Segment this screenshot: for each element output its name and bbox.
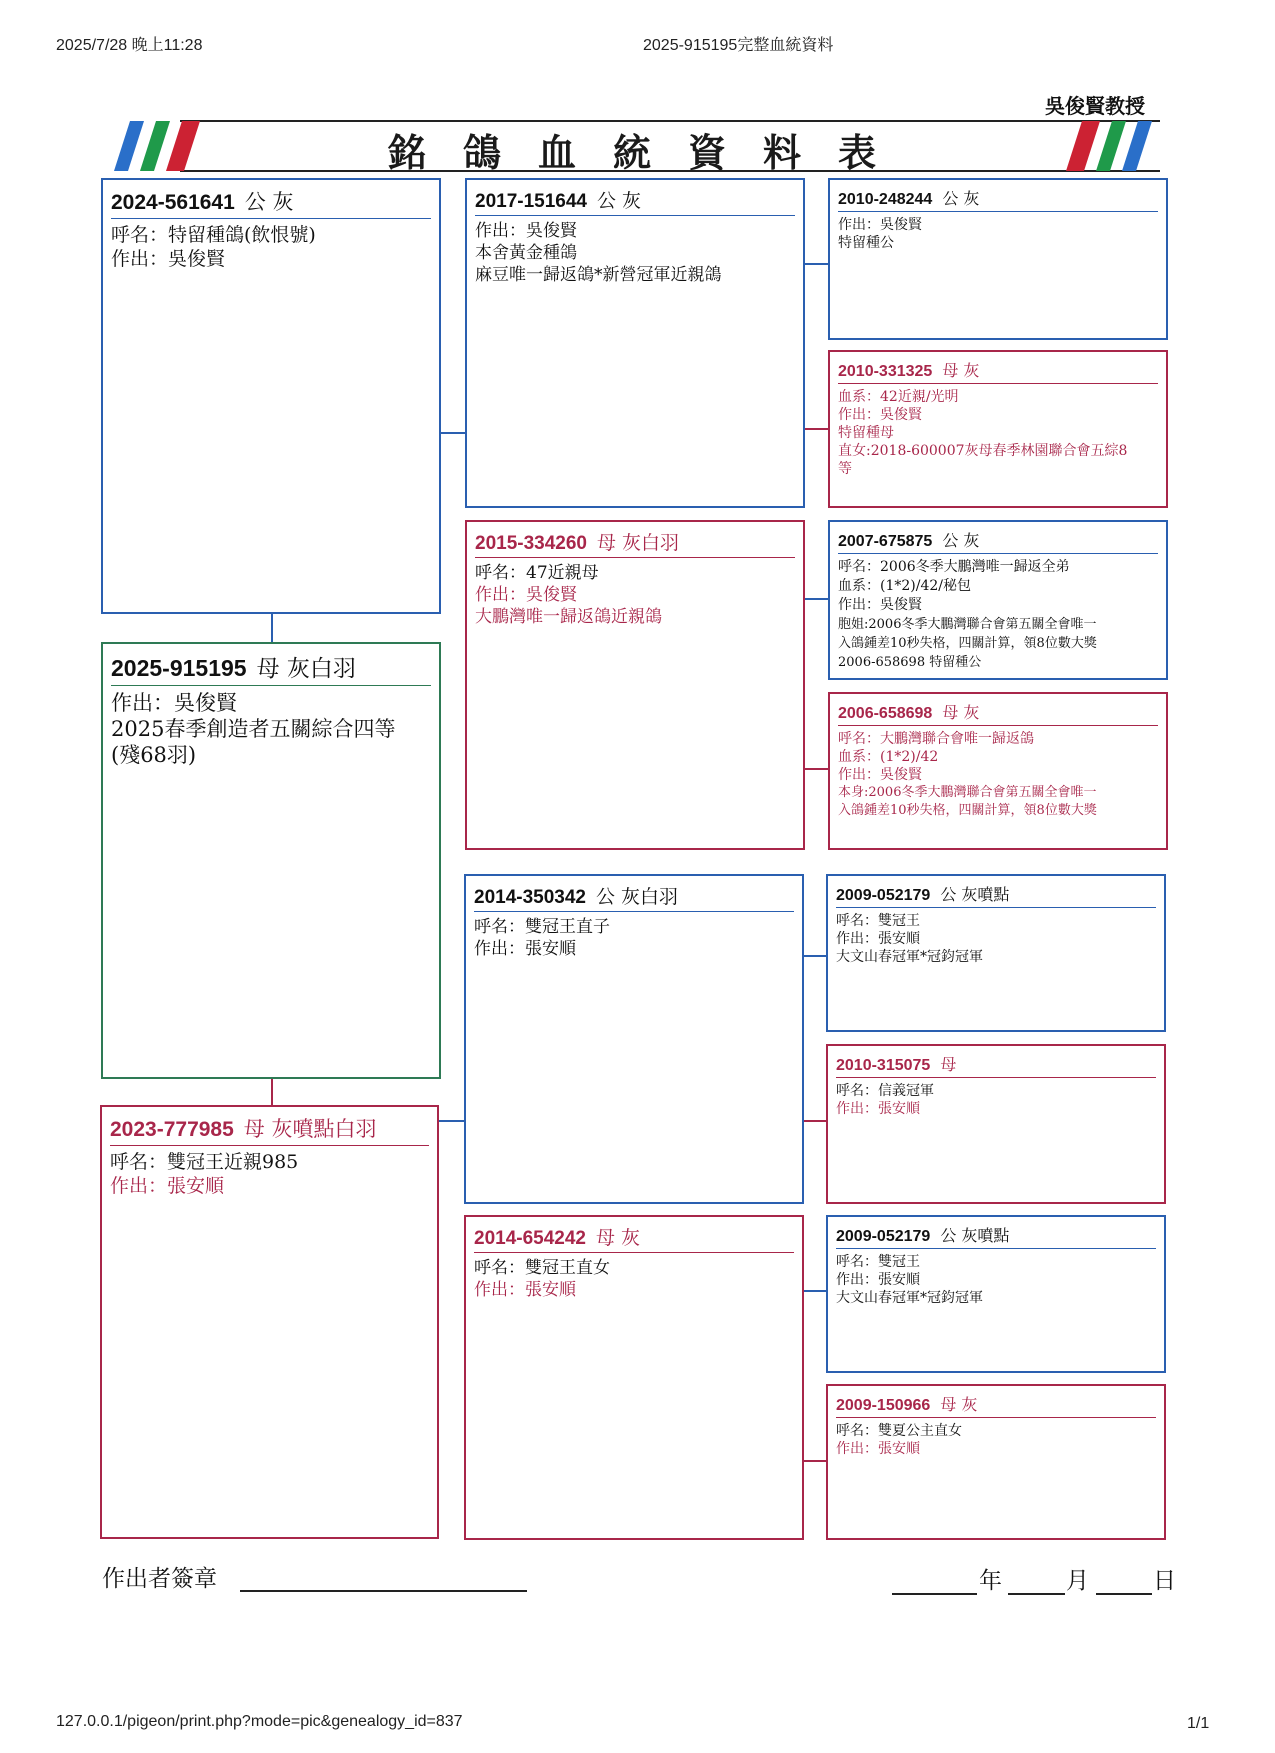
left-stripe-red <box>166 121 200 171</box>
sd-line-2: 作出：吳俊賢 <box>475 585 577 605</box>
dss-tag: 公 灰噴點 <box>940 885 1010 904</box>
sss-card[interactable] <box>828 178 1168 340</box>
left-stripe-blue <box>114 121 144 171</box>
sire-tag: 公 灰 <box>244 190 294 214</box>
sire-ring: 2024-561641 <box>111 191 235 214</box>
sds-line-5: 入鴿鍾差10秒失格，四關計算，領8位數大獎 <box>838 636 1097 651</box>
dsd-line-2: 作出：張安順 <box>836 1101 920 1117</box>
ssd-line-1: 血系：42近親/光明 <box>838 389 959 405</box>
sire-card[interactable] <box>101 178 441 614</box>
dsd-tag: 母 <box>940 1055 957 1074</box>
subject-tag: 母 灰白羽 <box>256 656 356 682</box>
dds-ring: 2009-052179 <box>836 1228 931 1245</box>
sdd-line-2: 血系：(1*2)/42 <box>838 749 939 765</box>
sss-line-2: 特留種公 <box>838 235 894 251</box>
dd-line-1: 呼名：雙冠王直女 <box>474 1258 610 1278</box>
sd-tag: 母 灰白羽 <box>597 532 680 554</box>
title-char-7: 表 <box>838 130 877 175</box>
right-stripe-red <box>1066 121 1100 171</box>
dam-header <box>110 1113 429 1146</box>
ds-ring: 2014-350342 <box>474 887 586 908</box>
sds-tag: 公 灰 <box>942 531 980 550</box>
right-stripe-blue <box>1122 121 1152 171</box>
day-line[interactable] <box>1096 1593 1152 1595</box>
sdd-line-5: 入鴿鍾差10秒失格，四關計算，領8位數大獎 <box>838 803 1097 818</box>
sds-line-4: 胞姐:2006冬季大鵬灣聯合會第五關全會唯一 <box>838 617 1097 632</box>
sd-card[interactable] <box>465 520 805 850</box>
sire-line-1: 呼名：特留種鴿(飲恨號) <box>111 224 316 246</box>
sds-card[interactable] <box>828 520 1168 680</box>
signature-label: 作出者簽章 <box>102 1566 217 1592</box>
connector-sire-subject <box>271 613 273 643</box>
sd-ring: 2015-334260 <box>475 533 587 554</box>
dss-line-2: 作出：張安順 <box>836 931 920 947</box>
dd-header <box>474 1223 794 1253</box>
title-char-6: 料 <box>763 130 802 175</box>
right-stripe-green <box>1096 121 1126 171</box>
dd-card[interactable] <box>464 1215 804 1540</box>
month-line[interactable] <box>1008 1593 1065 1595</box>
dam-line-2: 作出：張安順 <box>110 1175 225 1197</box>
sss-tag: 公 灰 <box>942 189 980 208</box>
sd-header <box>475 528 795 558</box>
day-label: 日 <box>1153 1568 1176 1594</box>
ds-line-1: 呼名：雙冠王直子 <box>474 917 610 937</box>
print-datetime: 2025/7/28 晚上11:28 <box>56 37 203 54</box>
connector-sd <box>804 598 828 600</box>
ss-line-3: 麻豆唯一歸返鴿*新營冠軍近親鴿 <box>475 265 722 285</box>
sds-ring: 2007-675875 <box>838 533 933 550</box>
title-char-4: 統 <box>613 130 652 175</box>
dd-tag: 母 灰 <box>596 1227 641 1249</box>
sdd-line-4: 本身:2006冬季大鵬灣聯合會第五關全會唯一 <box>838 785 1097 800</box>
dss-header <box>836 882 1156 908</box>
sds-line-2: 血系：(1*2)/42/秘包 <box>838 578 971 594</box>
ss-line-1: 作出：吳俊賢 <box>475 221 577 241</box>
dss-line-1: 呼名：雙冠王 <box>836 913 920 929</box>
subject-card[interactable] <box>101 642 441 1079</box>
dds-line-1: 呼名：雙冠王 <box>836 1254 920 1270</box>
sdd-card[interactable] <box>828 692 1168 850</box>
dd-line-2: 作出：張安順 <box>474 1280 576 1300</box>
dds-line-2: 作出：張安順 <box>836 1272 920 1288</box>
month-label: 月 <box>1066 1568 1089 1594</box>
ddd-ring: 2009-150966 <box>836 1397 931 1414</box>
print-page-title: 2025-915195完整血統資料 <box>643 37 834 54</box>
dsd-ring: 2010-315075 <box>836 1057 931 1074</box>
connector-ds-dam <box>802 1120 826 1122</box>
subject-line-1: 作出：吳俊賢 <box>111 691 237 715</box>
ssd-line-2: 作出：吳俊賢 <box>838 407 922 423</box>
dss-ring: 2009-052179 <box>836 887 931 904</box>
ssd-ring: 2010-331325 <box>838 363 933 380</box>
ss-tag: 公 灰 <box>597 190 642 212</box>
owner-label: 吳俊賢教授 <box>1045 94 1145 118</box>
subject-ring: 2025-915195 <box>111 655 247 681</box>
dss-line-3: 大文山春冠軍*冠鈞冠軍 <box>836 949 983 965</box>
dds-line-3: 大文山春冠軍*冠鈞冠軍 <box>836 1290 983 1306</box>
ssd-card[interactable] <box>828 350 1168 508</box>
connector-sd-dam <box>804 768 828 770</box>
dds-header <box>836 1223 1156 1249</box>
sdd-header <box>838 700 1158 726</box>
subject-header <box>111 650 431 686</box>
ddd-tag: 母 灰 <box>940 1395 978 1414</box>
dss-card[interactable] <box>826 874 1166 1032</box>
sss-header <box>838 186 1158 212</box>
sds-line-3: 作出：吳俊賢 <box>838 597 922 613</box>
title-char-1: 銘 <box>388 130 427 175</box>
sss-line-1: 作出：吳俊賢 <box>838 217 922 233</box>
connector-dd-dam <box>802 1460 826 1462</box>
connector-sire-parents <box>440 432 465 434</box>
sire-header <box>111 186 431 219</box>
print-page-number: 1/1 <box>1187 1715 1210 1732</box>
dd-ring: 2014-654242 <box>474 1228 586 1249</box>
connector-dam-subject <box>271 1078 273 1106</box>
dam-ring: 2023-777985 <box>110 1118 234 1141</box>
ss-header <box>475 186 795 216</box>
sdd-tag: 母 灰 <box>942 703 980 722</box>
title-char-3: 血 <box>538 130 577 175</box>
ddd-card[interactable] <box>826 1384 1166 1540</box>
sds-line-6: 2006-658698 特留種公 <box>838 655 982 670</box>
sds-header <box>838 528 1158 554</box>
sdd-ring: 2006-658698 <box>838 705 933 722</box>
connector-ss <box>804 263 828 265</box>
ds-header <box>474 882 794 912</box>
connector-ds <box>802 955 826 957</box>
sire-line-2: 作出：吳俊賢 <box>111 248 226 270</box>
year-line[interactable] <box>892 1593 977 1595</box>
title-char-5: 資 <box>688 130 727 175</box>
title-char-2: 鴿 <box>463 130 502 175</box>
ds-tag: 公 灰白羽 <box>596 886 679 908</box>
left-stripe-green <box>140 121 170 171</box>
signature-line[interactable] <box>240 1590 527 1592</box>
sss-ring: 2010-248244 <box>838 191 933 208</box>
ssd-tag: 母 灰 <box>942 361 980 380</box>
sdd-line-1: 呼名：大鵬灣聯合會唯一歸返鴿 <box>838 731 1034 747</box>
ds-card[interactable] <box>464 874 804 1204</box>
ssd-line-4: 直女:2018-600007灰母春季林園聯合會五綜8 <box>838 443 1128 459</box>
dam-line-1: 呼名：雙冠王近親985 <box>110 1151 299 1173</box>
dsd-line-1: 呼名：信義冠軍 <box>836 1083 934 1099</box>
dds-tag: 公 灰噴點 <box>940 1226 1010 1245</box>
ssd-line-3: 特留種母 <box>838 425 894 441</box>
dds-card[interactable] <box>826 1215 1166 1373</box>
ss-line-2: 本舍黃金種鴿 <box>475 243 577 263</box>
print-url: 127.0.0.1/pigeon/print.php?mode=pic&genealogy_id=837 <box>56 1713 463 1730</box>
ds-line-2: 作出：張安順 <box>474 939 576 959</box>
subject-line-3: (殘68羽) <box>111 743 197 767</box>
ssd-header <box>838 358 1158 384</box>
ss-card[interactable] <box>465 178 805 508</box>
ddd-line-2: 作出：張安順 <box>836 1441 920 1457</box>
ddd-line-1: 呼名：雙夏公主直女 <box>836 1423 962 1439</box>
sdd-line-3: 作出：吳俊賢 <box>838 767 922 783</box>
connector-dam-parents <box>438 1120 464 1122</box>
dsd-header <box>836 1052 1156 1078</box>
dam-tag: 母 灰噴點白羽 <box>243 1117 377 1141</box>
sds-line-1: 呼名：2006冬季大鵬灣唯一歸返全弟 <box>838 559 1070 575</box>
subject-line-2: 2025春季創造者五關綜合四等 <box>111 717 396 741</box>
ddd-header <box>836 1392 1156 1418</box>
year-label: 年 <box>979 1568 1002 1594</box>
connector-ss-dam <box>804 428 828 430</box>
ssd-line-5: 等 <box>838 461 852 477</box>
sd-line-3: 大鵬灣唯一歸返鴿近親鴿 <box>475 607 662 627</box>
dam-card[interactable] <box>100 1105 439 1539</box>
sd-line-1: 呼名：47近親母 <box>475 563 599 583</box>
ss-ring: 2017-151644 <box>475 191 587 212</box>
connector-dd <box>802 1290 826 1292</box>
dsd-card[interactable] <box>826 1044 1166 1204</box>
